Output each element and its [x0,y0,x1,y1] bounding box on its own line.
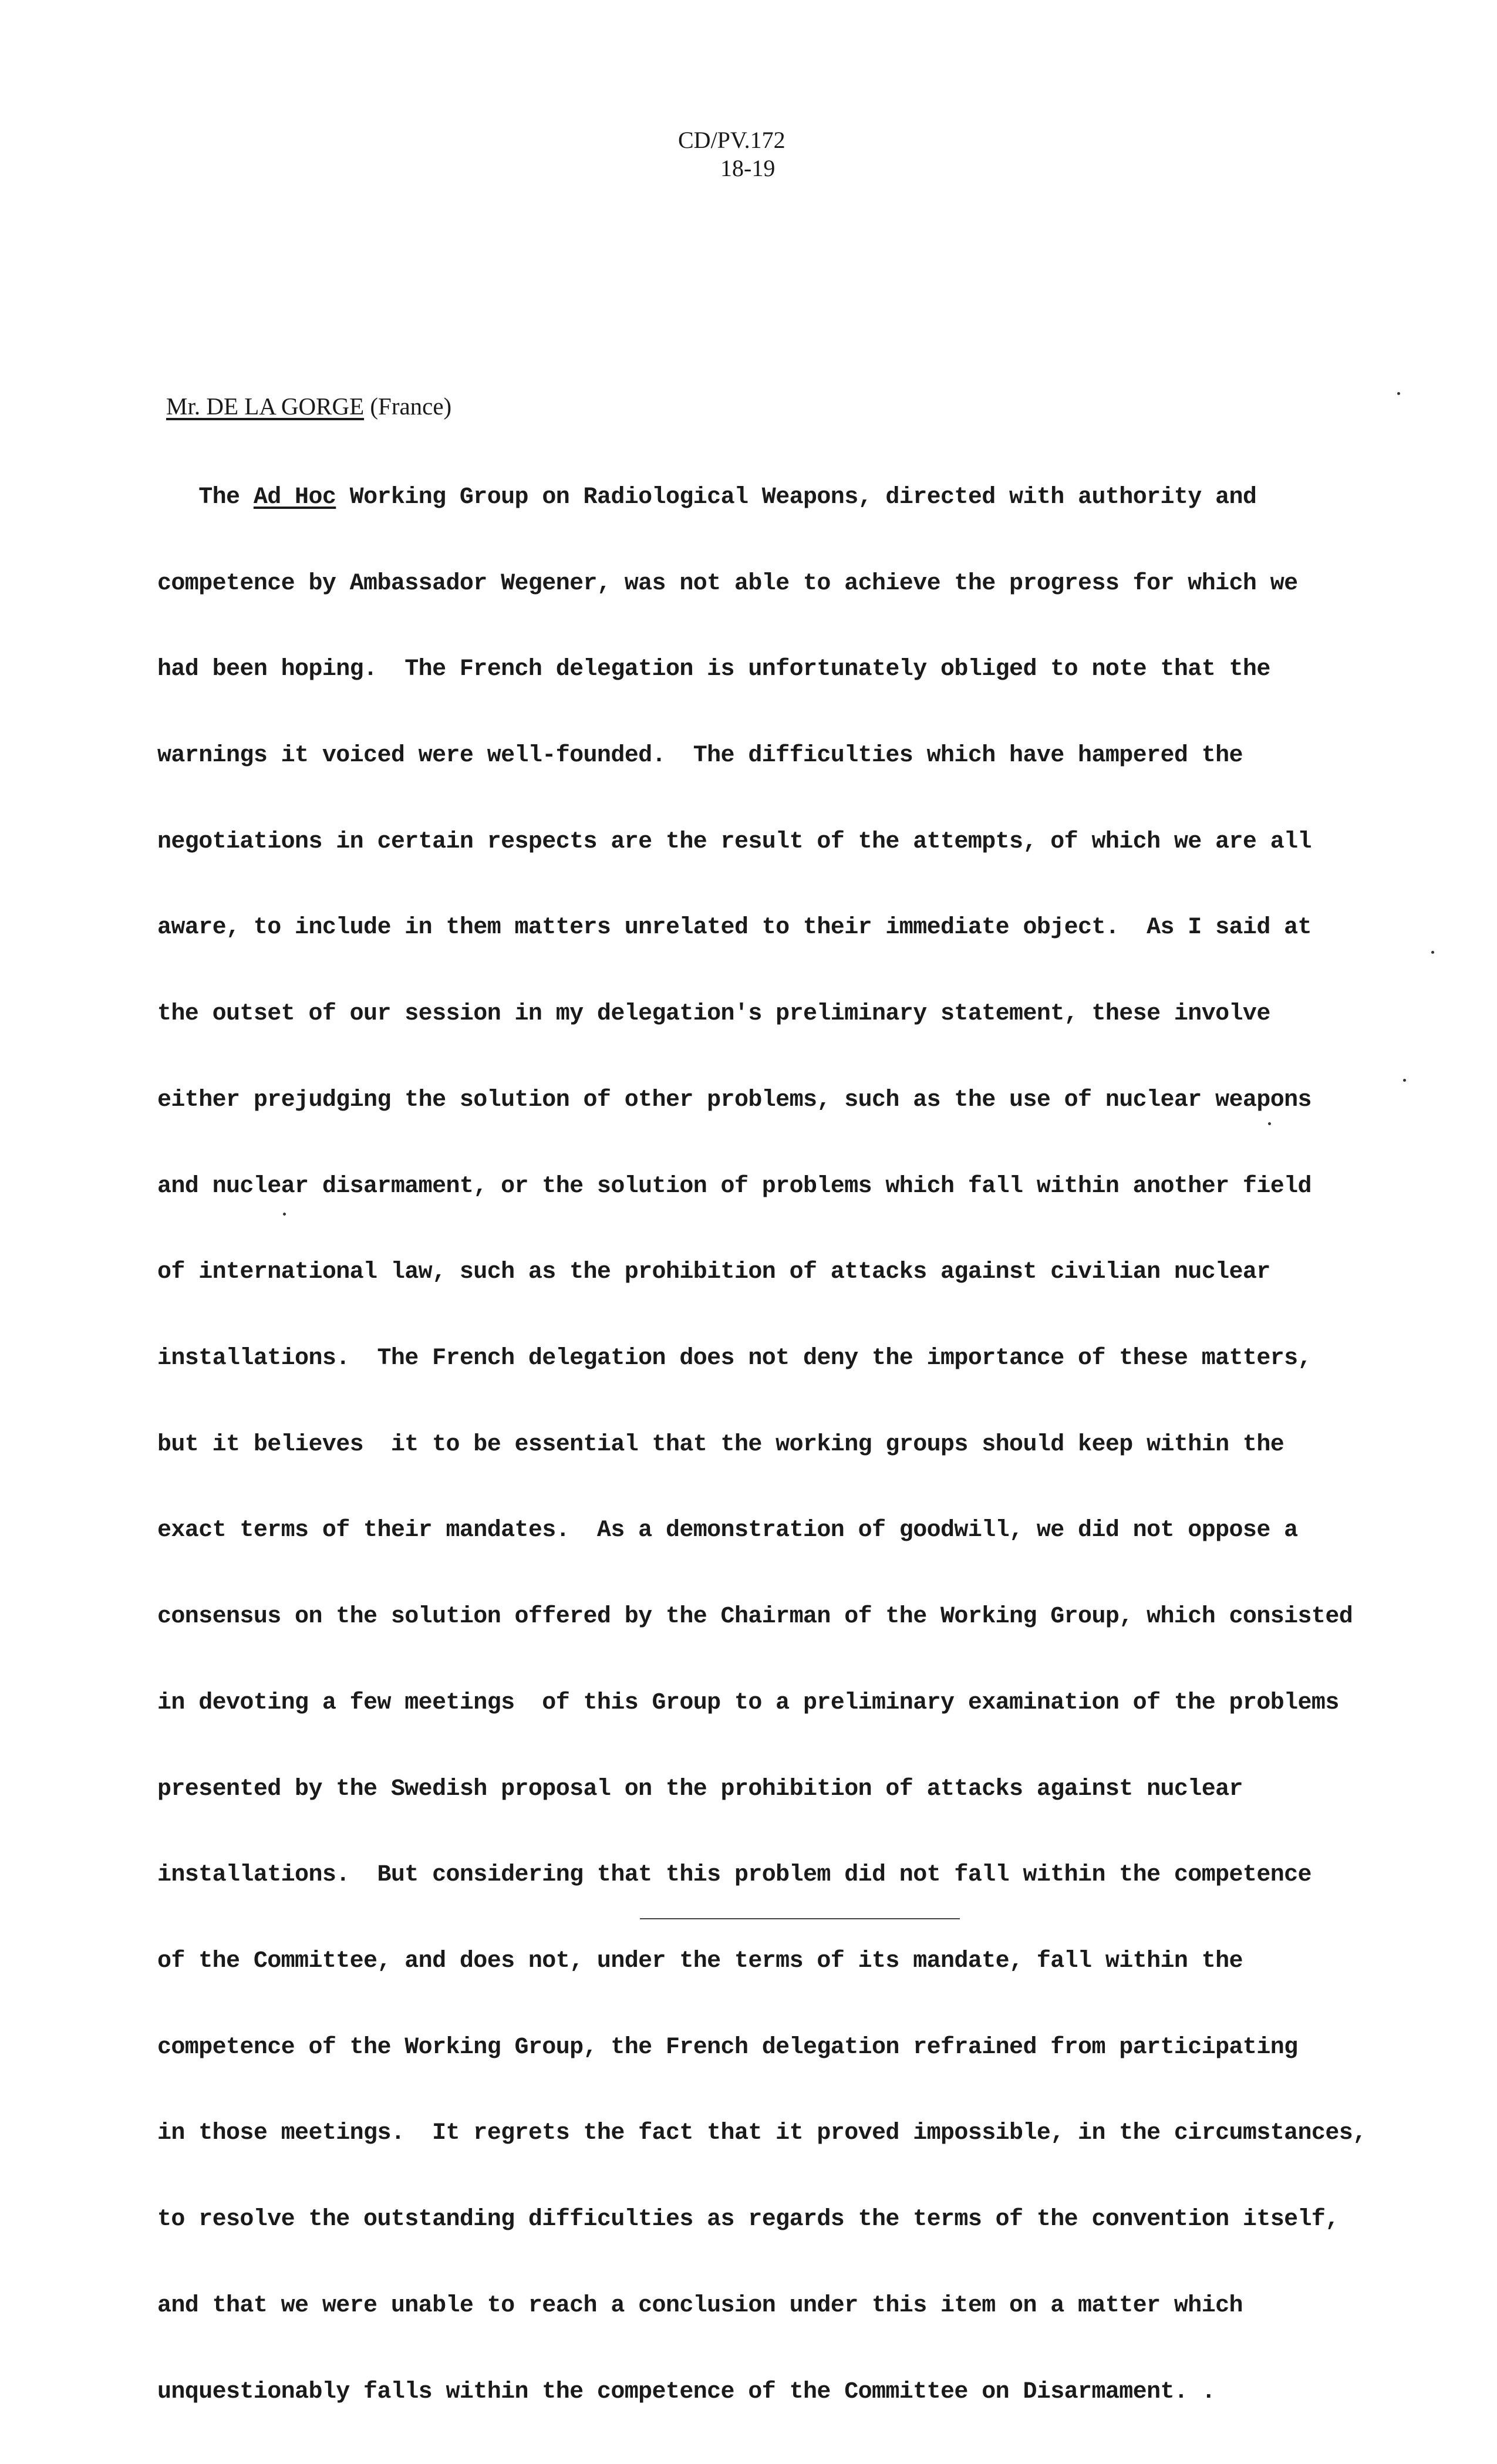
line-text: Working Group on Radiological Weapons, directed with authority and [336,484,1257,511]
paragraph-line: competence of the Working Group, the French delegation refrained from participating [157,2034,1298,2061]
speaker-country: (France) [370,393,452,420]
speaker-heading [166,392,451,420]
paragraph-line: negotiations in certain respects are the result of the attempts, of which we are all [157,828,1311,855]
statement-paragraph [157,426,1367,2464]
paragraph-line: installations. But considering that this problem did not fall within the competence [157,1862,1311,1889]
paragraph-line: the outset of our session in my delegation's preliminary statement, these involve [157,1001,1270,1028]
paragraph-line: and that we were unable to reach a conclusion under this item on a matter which [157,2292,1243,2319]
paragraph-line: exact terms of their mandates. As a demonstration of goodwill, we did not oppose a [157,1517,1298,1544]
paragraph-line: in those meetings. It regrets the fact that it proved impossible, in the circumstances, [157,2120,1367,2147]
line-text: The [157,484,254,511]
paragraph-line: aware, to include in them matters unrelated to their immediate object. As I said at [157,914,1311,941]
paragraph-line: consensus on the solution offered by the Chairman of the Working Group, which consisted [157,1604,1353,1631]
paragraph-line: of international law, such as the prohibition of attacks against civilian nuclear [157,1259,1270,1286]
paragraph-line: presented by the Swedish proposal on the prohibition of attacks against nuclear [157,1776,1243,1803]
paragraph-line: warnings it voiced were well-founded. The difficulties which have hampered the [157,742,1243,769]
paragraph-line: in devoting a few meetings of this Group to a preliminary examination of the problems [157,1689,1339,1716]
scan-speck [1397,392,1400,395]
paragraph-line: competence by Ambassador Wegener, was not able to achieve the progress for which we [157,570,1298,597]
paragraph-line: either prejudging the solution of other problems, such as the use of nuclear weapons [157,1086,1311,1113]
document-header [678,126,785,183]
paragraph-line: but it believes it to be essential that the working groups should keep within the [157,1431,1284,1458]
paragraph-line: had been hoping. The French delegation is unfortunately obliged to note that the [157,656,1270,683]
paragraph-line: to resolve the outstanding difficulties as regards the terms of the convention itself, [157,2206,1339,2233]
paragraph-line: unquestionably falls within the competence of the Committee on Disarmament. . [157,2378,1216,2405]
paragraph-line: of the Committee, and does not, under the terms of its mandate, fall within the [157,1948,1243,1975]
scan-speck [283,1213,286,1216]
footer-rule [640,1918,960,1919]
scan-speck [1431,951,1434,954]
scan-speck [1403,1079,1406,1082]
document-symbol: CD/PV.172 [678,127,785,153]
page-range: 18-19 [720,155,776,181]
paragraph-line: and nuclear disarmament, or the solution of problems which fall within another field [157,1173,1311,1200]
paragraph-line: installations. The French delegation does not deny the importance of these matters, [157,1345,1311,1372]
scan-speck [1268,1122,1271,1125]
ad-hoc-emphasis: Ad Hoc [253,484,336,511]
paragraph-line [157,484,1367,512]
speaker-name: Mr. DE LA GORGE [166,393,365,420]
